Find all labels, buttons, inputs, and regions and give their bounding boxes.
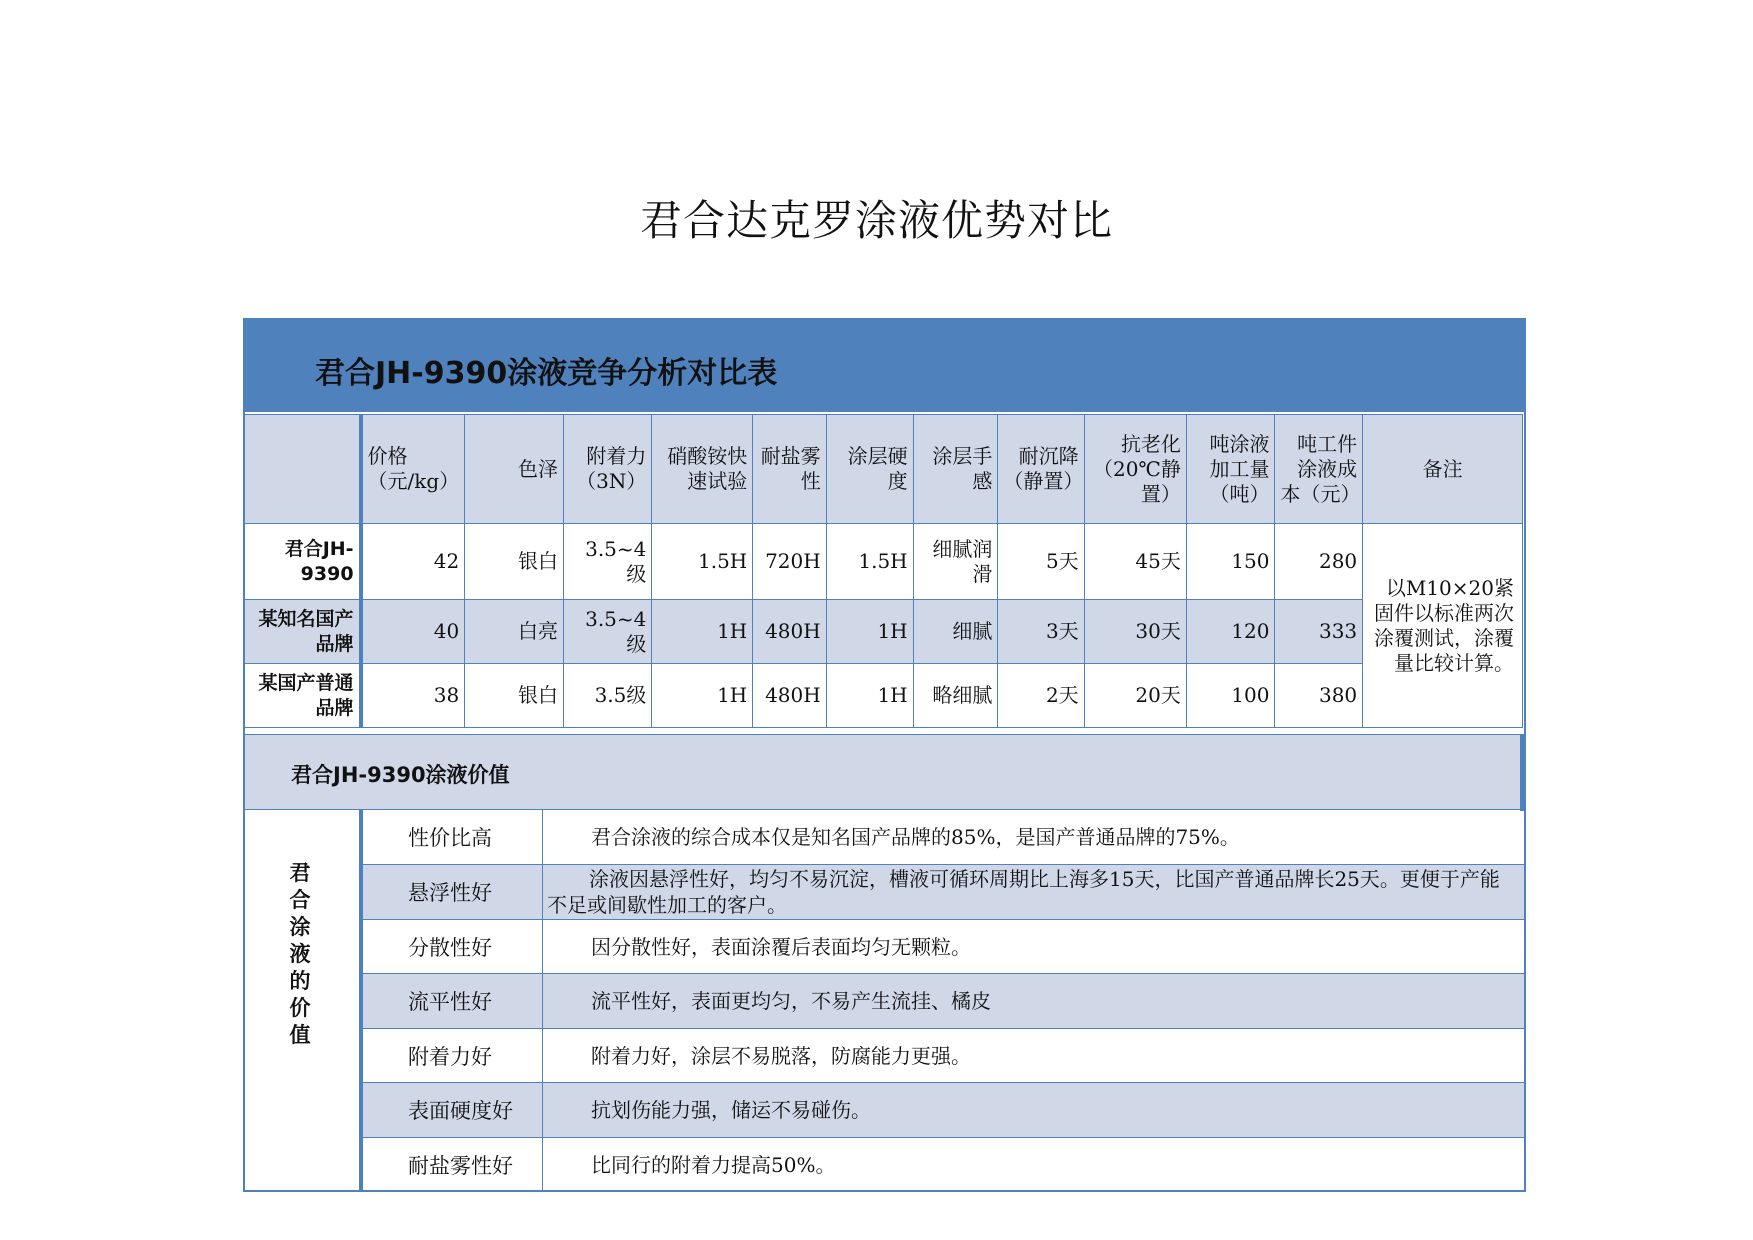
cost-cell: 380 <box>1275 664 1363 728</box>
output-cell: 120 <box>1186 600 1275 664</box>
value-side-label: 君合涂液的价值 <box>289 861 311 1047</box>
header-color: 色泽 <box>465 415 564 524</box>
salt-spray-cell: 480H <box>753 600 826 664</box>
value-row <box>363 810 1524 865</box>
cost-cell: 333 <box>1275 600 1363 664</box>
adhesion-cell: 3.5级 <box>563 664 651 728</box>
header-aging: 抗老化（20℃静置） <box>1084 415 1186 524</box>
settling-cell: 3天 <box>998 600 1084 664</box>
brand-cell: 某知名国产品牌 <box>245 600 361 664</box>
value-text: 流平性好，表面更均匀，不易产生流挂、橘皮 <box>591 989 991 1013</box>
aging-cell: 45天 <box>1084 524 1186 600</box>
price-cell: 42 <box>361 524 465 600</box>
hardness-cell: 1H <box>826 600 913 664</box>
salt-spray-cell: 720H <box>753 524 826 600</box>
header-adhesion: 附着力（3N） <box>563 415 651 524</box>
header-corner <box>245 415 361 524</box>
adhesion-cell: 3.5~4级 <box>563 600 651 664</box>
value-key: 附着力好 <box>363 1029 543 1082</box>
value-key: 耐盐雾性好 <box>363 1138 543 1192</box>
brand-cell: 君合JH-9390 <box>245 524 361 600</box>
color-cell: 银白 <box>465 664 564 728</box>
header-settling: 耐沉降（静置） <box>998 415 1084 524</box>
header-note: 备注 <box>1363 415 1523 524</box>
header-price: 价格（元/kg） <box>361 415 465 524</box>
value-text: 涂液因悬浮性好，均匀不易沉淀，槽液可循环周期比上海多15天，比国产普通品牌长25天。更便于产能不足或间歇性加工的客户。 <box>547 867 1500 917</box>
value-row <box>363 1029 1524 1083</box>
nitrate-cell: 1.5H <box>652 524 753 600</box>
table-row <box>245 524 1523 600</box>
value-key: 悬浮性好 <box>363 865 543 919</box>
table-title: 君合JH-9390涂液竞争分析对比表 <box>315 356 778 391</box>
cost-cell: 280 <box>1275 524 1363 600</box>
header-output: 吨涂液加工量（吨） <box>1186 415 1275 524</box>
header-cost: 吨工件涂液成本（元） <box>1275 415 1363 524</box>
aging-cell: 30天 <box>1084 600 1186 664</box>
settling-cell: 5天 <box>998 524 1084 600</box>
hardness-cell: 1.5H <box>826 524 913 600</box>
header-hardness: 涂层硬度 <box>826 415 913 524</box>
header-nitrate-test: 硝酸铵快速试验 <box>652 415 753 524</box>
comparison-table-frame <box>243 318 1526 1192</box>
value-section-header <box>245 734 1524 810</box>
value-key: 性价比高 <box>363 810 543 864</box>
price-cell: 40 <box>361 600 465 664</box>
value-key: 流平性好 <box>363 974 543 1028</box>
value-row <box>363 865 1524 920</box>
value-text: 抗划伤能力强，储运不易碰伤。 <box>591 1098 871 1122</box>
value-text: 比同行的附着力提高50%。 <box>591 1153 836 1177</box>
output-cell: 100 <box>1186 664 1275 728</box>
color-cell: 白亮 <box>465 600 564 664</box>
feel-cell: 细腻 <box>913 600 998 664</box>
table-row <box>245 664 1523 728</box>
output-cell: 150 <box>1186 524 1275 600</box>
value-text: 因分散性好，表面涂覆后表面均匀无颗粒。 <box>591 934 971 959</box>
nitrate-cell: 1H <box>652 664 753 728</box>
hardness-cell: 1H <box>826 664 913 728</box>
value-text: 附着力好，涂层不易脱落，防腐能力更强。 <box>591 1043 971 1068</box>
value-key: 分散性好 <box>363 920 543 973</box>
header-salt-spray: 耐盐雾性 <box>753 415 826 524</box>
settling-cell: 2天 <box>998 664 1084 728</box>
brand-cell: 某国产普通品牌 <box>245 664 361 728</box>
value-row <box>363 1138 1524 1192</box>
color-cell: 银白 <box>465 524 564 600</box>
value-section-title: 君合JH-9390涂液价值 <box>291 763 510 787</box>
value-row <box>363 920 1524 974</box>
page-title: 君合达克罗涂液优势对比 <box>639 196 1113 245</box>
value-row <box>363 974 1524 1029</box>
table-row <box>245 600 1523 664</box>
salt-spray-cell: 480H <box>753 664 826 728</box>
note-cell: 以M10×20紧固件以标准两次涂覆测试，涂覆量比较计算。 <box>1363 524 1523 728</box>
value-side-label-cell <box>245 810 363 1192</box>
value-key: 表面硬度好 <box>363 1083 543 1137</box>
nitrate-cell: 1H <box>652 600 753 664</box>
feel-cell: 细腻润滑 <box>913 524 998 600</box>
table-header-row <box>245 415 1523 524</box>
adhesion-cell: 3.5~4级 <box>563 524 651 600</box>
feel-cell: 略细腻 <box>913 664 998 728</box>
comparison-table <box>244 414 1523 728</box>
header-feel: 涂层手感 <box>913 415 998 524</box>
aging-cell: 20天 <box>1084 664 1186 728</box>
value-text: 君合涂液的综合成本仅是知名国产品牌的85%，是国产普通品牌的75%。 <box>591 825 1240 849</box>
price-cell: 38 <box>361 664 465 728</box>
value-row <box>363 1083 1524 1138</box>
value-section-edge <box>1520 735 1524 811</box>
table-title-banner <box>245 320 1524 412</box>
